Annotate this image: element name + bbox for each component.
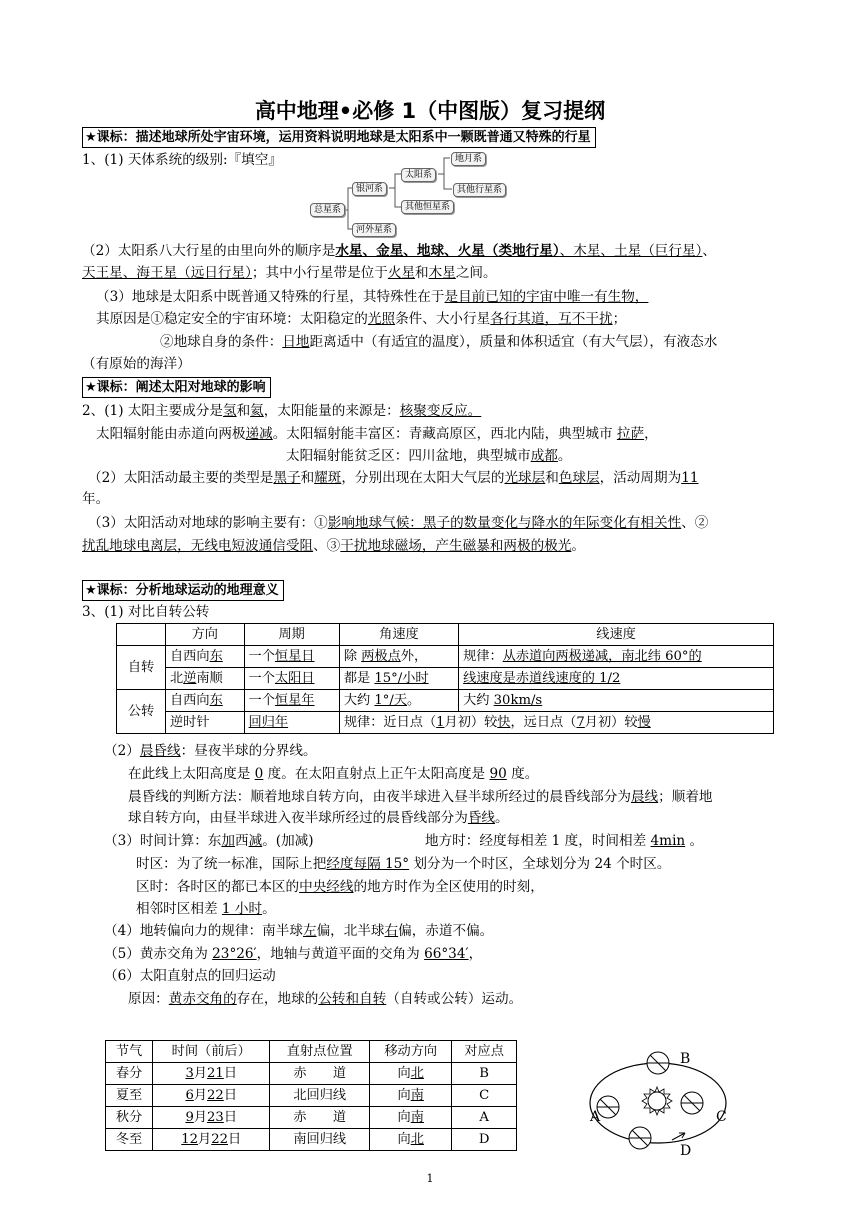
- zone-time-line: 区时：各时区的都已本区的中央经线的地方时作为全区使用的时刻，: [136, 879, 544, 895]
- rotation-revolution-table: [116, 623, 774, 734]
- migration-reason-line: 原因：黄赤交角的存在，地球的公转和自转（自转或公转）运动。: [128, 991, 523, 1007]
- curriculum-standard-1: ★课标：描述地球所处宇宙环境，运用资料说明地球是太阳系中一颗既普通又特殊的行星: [82, 127, 596, 148]
- orbit-label-d: D: [680, 1143, 692, 1159]
- time-calc-line: （3）时间计算：东加西减。(加减): [104, 833, 314, 849]
- rotation-linear: 规律：从赤道向两极递减，南北纬 60°的: [459, 646, 774, 668]
- node-yinhe: 银河系: [352, 182, 387, 196]
- node-hewai: 河外星系: [352, 223, 396, 237]
- solar-impact-line1: （3）太阳活动对地球的影响主要有：①影响地球气候：黑子的数量变化与降水的年际变化有相关性、②: [88, 515, 709, 531]
- reason-line1: 其原因是①稳定安全的宇宙环境：太阳稳定的光照条件、大小行星各行其道，互不干扰；: [96, 311, 627, 327]
- orbit-label-a: A: [590, 1109, 601, 1125]
- curriculum-standard-3: ★课标：分析地球运动的地理意义: [82, 580, 284, 601]
- rotation-revolution-heading: 3、(1) 对比自转公转: [82, 604, 210, 620]
- header-period: 周期: [244, 624, 339, 646]
- sun-altitude-line: 在此线上太阳高度是 0 度。在太阳直射点上正午太阳高度是 90 度。: [128, 766, 539, 782]
- planets-order-line2: 天王星、海王星（远日行星）；其中小行星带是位于火星和木星之间。: [82, 265, 497, 281]
- header-direction: 方向: [166, 624, 245, 646]
- table-row: 夏至 6月22日 北回归线 向南 C: [106, 1085, 517, 1107]
- table-row: [117, 646, 774, 668]
- solar-terms-table: [105, 1040, 517, 1151]
- revolution-period: 一个恒星年: [244, 690, 339, 712]
- sun-composition-line: 2、(1) 太阳主要成分是氢和氦，太阳能量的来源是：核聚变反应。: [82, 403, 482, 419]
- sun-icon: [642, 1087, 672, 1115]
- reason-line2: ②地球自身的条件：日地距离适中（有适宜的温度），质量和体积适宜（有大气层），有液态水: [160, 334, 718, 350]
- node-qita-hengxing: 其他恒星系: [401, 200, 454, 214]
- coriolis-line: （4）地转偏向力的规律：南半球左偏，北半球右偏，赤道不偏。: [104, 923, 494, 939]
- node-qita-xingxing: 其他行星系: [453, 183, 506, 197]
- solar-impact-line2: 扰乱地球电离层，无线电短波通信受阻、③干扰地球磁场，产生磁暴和两极的极光。: [82, 538, 585, 554]
- adjacent-zone-line: 相邻时区相差 1 小时。: [136, 901, 276, 917]
- terminator-judge-line1: 晨昏线的判断方法：顺着地球自转方向，由夜半球进入昼半球所经过的晨昏线部分为晨线；顺着地: [128, 789, 713, 805]
- revolution-linear: 大约 30km/s: [459, 690, 774, 712]
- table-row: 冬至 12月22日 南回归线 向北 D: [106, 1129, 517, 1151]
- solar-activity-types-line: （2）太阳活动最主要的类型是黑子和耀斑，分别出现在太阳大气层的光球层和色球层，活动周期为11: [88, 470, 699, 486]
- table-header-row: 节气 时间（前后） 直射点位置 移动方向 对应点: [106, 1041, 517, 1063]
- obliquity-line: （5）黄赤交角为 23°26′，地轴与黄道平面的交角为 66°34′，: [104, 946, 483, 962]
- revolution-angular: 大约 1°/天。: [339, 690, 458, 712]
- revolution-label: 公转: [117, 690, 166, 734]
- table-row: [117, 690, 774, 712]
- terminator-judge-line2: 球自转方向，由昼半球进入夜半球所经过的晨昏线部分为昏线。: [128, 810, 509, 826]
- page-number: 1: [426, 1172, 434, 1185]
- node-taiyang: 太阳系: [401, 168, 436, 182]
- rotation-direction: 自西向东: [166, 646, 245, 668]
- table-row: 秋分 9月23日 赤 道 向南 A: [106, 1107, 517, 1129]
- local-time-line: 地方时：经度每相差 1 度，时间相差 4min 。: [425, 833, 704, 849]
- revolution-rule: 规律：近日点（1月初）较快，远日点（7月初）较慢: [339, 712, 773, 734]
- node-diyue: 地月系: [451, 152, 486, 166]
- radiation-rich-line: 太阳辐射能由赤道向两极递减。太阳辐射能丰富区：青藏高原区，西北内陆，典型城市 拉萨，: [96, 426, 658, 442]
- node-zongxing: 总星系: [310, 203, 345, 217]
- rotation-period: 一个恒星日: [244, 646, 339, 668]
- page-title: 高中地理•必修 1（中图版）复习提纲: [254, 99, 606, 123]
- table-row: 北逆南顺 一个太阳日 都是 15°/小时 线速度是赤道线速度的 1/2: [117, 668, 774, 690]
- revolution-direction: 自西向东: [166, 690, 245, 712]
- subsolar-migration-heading: （6）太阳直射点的回归运动: [104, 968, 276, 984]
- curriculum-standard-2: ★课标：阐述太阳对地球的影响: [82, 377, 271, 398]
- solar-activity-years: 年。: [82, 491, 110, 507]
- orbit-label-c: C: [716, 1109, 727, 1125]
- header-angular-speed: 角速度: [339, 624, 458, 646]
- rotation-angular: 除 两极点外，: [339, 646, 458, 668]
- celestial-systems-heading: 1、(1) 天体系统的级别:『填空』: [82, 152, 282, 168]
- table-row: 春分 3月21日 赤 道 向北 B: [106, 1063, 517, 1085]
- time-zone-line: 时区：为了统一标准，国际上把经度每隔 15° 划分为一个时区，全球划分为 24 个时区。: [136, 856, 671, 872]
- earth-special-line: （3）地球是太阳系中既普通又特殊的行星，其特殊性在于是目前已知的宇宙中唯一有生物，: [96, 289, 649, 305]
- reason-line3: （有原始的海洋）: [82, 356, 191, 372]
- orbit-diagram: [580, 1045, 750, 1163]
- planets-order-line1: （2）太阳系八大行星的由里向外的顺序是水星、金星、地球、火星（类地行星）、木星、土星（巨行星）、: [82, 243, 716, 259]
- table-header-row: [117, 624, 774, 646]
- radiation-poor-line: 太阳辐射能贫乏区：四川盆地，典型城市成都。: [286, 448, 572, 464]
- header-linear-speed: 线速度: [459, 624, 774, 646]
- orbit-label-b: B: [680, 1051, 691, 1067]
- table-row: 逆时针 回归年 规律：近日点（1月初）较快，远日点（7月初）较慢: [117, 712, 774, 734]
- rotation-label: 自转: [117, 646, 166, 690]
- terminator-line: （2）晨昏线：昼夜半球的分界线。: [104, 743, 317, 759]
